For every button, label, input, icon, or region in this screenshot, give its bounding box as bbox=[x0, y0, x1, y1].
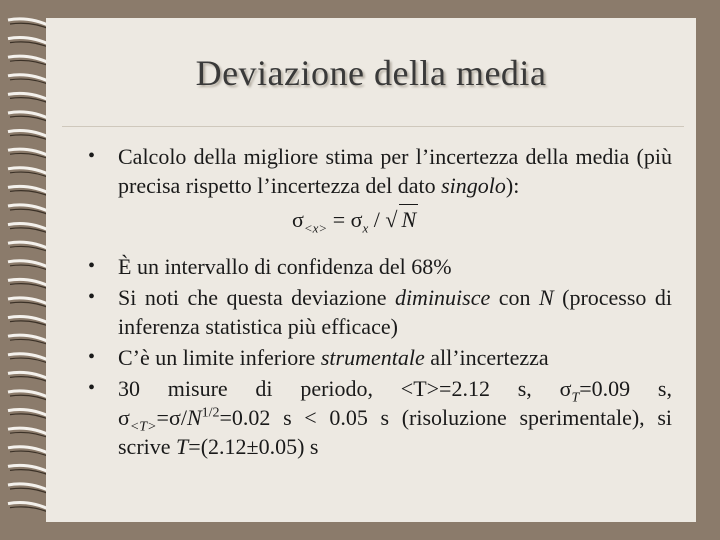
slide-title: Deviazione della media bbox=[195, 53, 547, 93]
bullet-icon: • bbox=[88, 145, 96, 167]
std-error-formula: $\sigma_{<x>} = \sigma_x$ / √ N bbox=[292, 204, 672, 238]
bullet-item-5: • 30 misure di periodo, <T>=2.12 s, $\sigma_T=0.09$ s, $\sigma_{<T>}=\sigma/N^{1/2}=0.02$ s < 0.05 s (risoluzione sperimentale), si scrive T=(2.12±0.05) s bbox=[88, 376, 672, 459]
bullet-icon: • bbox=[88, 255, 96, 277]
bullet-icon: • bbox=[88, 346, 96, 368]
bullet-item-2: • È un intervallo di confidenza del 68% bbox=[88, 254, 452, 279]
slide-body bbox=[86, 142, 672, 461]
bullet-item-4: • C’è un limite inferiore strumentale all’incertezza bbox=[88, 345, 549, 370]
bullet-item-1: • Calcolo della migliore stima per l’incertezza della media (più precisa rispetto l’incertezza del dato singolo): bbox=[88, 144, 672, 198]
bullet-item-3: • Si noti che questa deviazione diminuisce con N (processo di inferenza statistica più efficace) bbox=[88, 285, 673, 339]
sqrt-icon: √ bbox=[385, 207, 398, 232]
bullet-icon: • bbox=[88, 377, 96, 399]
title-divider bbox=[62, 126, 684, 127]
bullet-icon: • bbox=[88, 286, 96, 308]
